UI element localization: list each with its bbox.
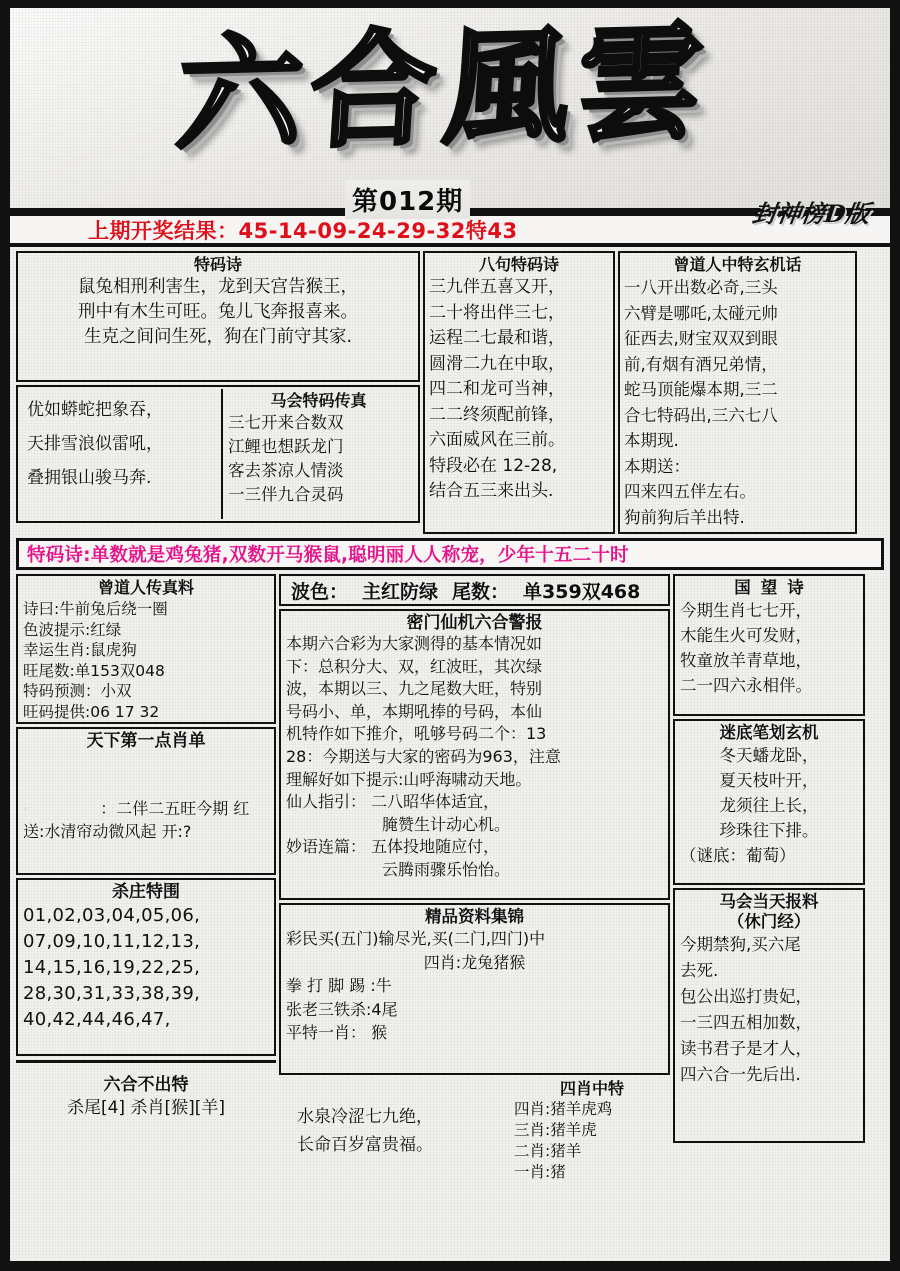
mimen-guide-row [286,791,663,814]
zengdaoren-fax-row: 特码预测：小双 [23,682,132,700]
jingpin-line-2: 四肖:龙兔猪猴 [423,952,526,972]
liuhe-bu-block [16,1060,276,1171]
shazhuang-row: 01,02,03,04,05,06, [23,905,201,926]
mahui-fax-block [221,389,414,519]
liuhe-bu-title: 六合不出特 [103,1075,189,1095]
last-draw-result-text: 上期开奖结果：45-14-09-24-29-32特43 [88,218,518,243]
mimen-miaoyu-line: 五体投地随应付， [371,837,500,857]
poem-tema-block [16,251,420,382]
wave-color-value: 主红防绿 [362,580,439,603]
poem-tema-line: 刑中有木生可旺。兔儿飞奔报喜来。 [78,302,358,322]
mahui-fax-title: 马会特码传真 [270,391,367,410]
zengdaoren-xuanji-title: 曾道人中特玄机话 [673,255,802,274]
sixiao-row: 三肖:猪羊虎 [514,1121,597,1139]
sixiao-block [514,1079,670,1183]
poem-eight-line: 特段必在 12-28, [429,455,558,476]
guowang-line: 今期生肖七七开， [680,601,812,620]
zengdaoren-fax-row: 旺尾数:单153双048 [23,661,165,680]
mimen-miaoyu-row [286,836,663,859]
section-main [16,574,884,1183]
poem-eight-line: 结合五三来出头. [429,481,554,501]
midi-line: 龙须往上长， [719,796,819,815]
zengdaoren-xuanji-block [618,251,857,534]
mahui-fax-line: 一三伴九合灵码 [228,485,344,504]
zengdaoren-xuanji-line: 蛇马顶能爆本期,三二 [624,380,778,399]
poem-lower-block [16,385,420,523]
mahui-fax-line: 客去茶凉人情淡 [228,461,344,480]
zengdaoren-fax-row: 色波提示:红绿 [23,620,122,639]
mimen-guide-line: 二八昭华体适宜， [371,792,500,812]
left-column [16,574,276,1183]
zengdaoren-xuanji-line: 狗前狗后羊出特. [624,507,745,527]
poem-eight-line: 二十将出伴三七， [429,302,565,323]
poem-lower-line: 叠拥银山骏马奔. [27,468,152,488]
mimen-body-line: 号码小、单，本期吼捧的号码，本仙 [286,701,543,721]
mimen-guide-label: 仙人指引： [286,792,367,812]
mimen-body-line: 机特作如下推介，吼够号码二个：13 [286,724,547,744]
guowang-block [673,574,865,716]
bottom-poem-line: 水泉冷涩七九绝， [297,1107,433,1127]
bottom-center-row [279,1079,670,1183]
center-column [279,574,670,1183]
poem-eight-line: 运程二七最和谐， [429,328,565,348]
section-poems [16,251,884,534]
mimen-body-line: 理解好如下提示:山呼海啸动天地。 [286,769,532,789]
jingpin-row: 拳 打 脚 踢 :牛 [286,976,392,995]
tianxia-title: 天下第一点肖单 [86,731,206,751]
poem-left-column [16,251,420,534]
poem-tema-line: 生克之间问生死，狗在门前守其家. [83,327,353,347]
mahui-today-line: 包公出巡打贵妃， [680,987,812,1006]
sixiao-row: 二肖:猪羊 [514,1142,582,1160]
masthead [10,8,890,228]
shazhuang-row: 07,09,10,11,12,13, [23,931,201,952]
guowang-title: 国望诗 [734,578,814,597]
tema-poem-banner-text: 特码诗:单数就是鸡兔猪,双数开马猴鼠,聪明丽人人称宠，少年十五二十时 [27,545,629,566]
poem-tema-line: 鼠兔相刑利害生，龙到天宫告猴王， [78,277,358,297]
shazhuang-row: 40,42,44,46,47, [23,1009,171,1030]
guowang-line: 木能生火可发财， [680,626,812,645]
tianxia-line-1 [23,797,269,820]
mahui-today-block [673,888,865,1143]
poem-lower-line: 优如蟒蛇把象吞， [27,400,163,420]
mahui-today-line: 读书君子是才人， [680,1039,812,1058]
poem-eight-block [423,251,615,534]
jingpin-row: 平特一肖： 猴 [286,1023,388,1042]
mahui-today-line: 今期禁狗,买六尾 [680,935,801,954]
tail-number-label: 尾数： [452,580,510,603]
publication-logo: 六合風雲 [172,9,716,169]
mahui-fax-line: 江鲤也想跃龙门 [228,437,344,456]
jingpin-row: 张老三铁杀:4尾 [286,999,398,1019]
zengdaoren-fax-row: 幸运生肖:鼠虎狗 [23,641,137,659]
midi-line: 冬天蟠龙卧， [719,746,819,765]
poem-eight-line: 二二终须配前锋， [429,404,565,425]
mimen-body-line: 波，本期以三、九之尾数大旺，特别 [286,679,543,699]
guowang-line: 牧童放羊青草地， [680,651,812,670]
zengdaoren-xuanji-line: 本期送： [624,456,690,476]
mahui-today-subtitle: （休门经） [727,912,811,931]
zengdaoren-xuanji-line: 一八开出数必奇,三头 [624,278,778,297]
mimen-body-line: 下：总积分大、双，红波旺，其次绿 [286,656,543,676]
sixiao-row: 四肖:猪羊虎鸡 [514,1100,613,1118]
poem-lower-left [22,389,221,519]
mahui-fax-line: 三七开来合数双 [228,413,344,432]
mimen-body-line: 本期六合彩为大家测得的基本情况如 [286,634,543,653]
poem-lower-line: 天排雪浪似雷吼， [27,434,163,454]
zengdaoren-fax-row: 诗曰:牛前兔后绕一圈 [23,600,168,618]
poem-eight-line: 四二和龙可当神， [429,379,565,399]
midi-title: 迷底笔划玄机 [719,723,819,742]
mahui-today-line: 四六合一先后出. [680,1065,801,1084]
sixiao-title: 四肖中特 [559,1079,624,1098]
mimen-body-line: 28：今期送与大家的密码为963，注意 [286,746,561,766]
poem-eight-line: 圆滑二九在中取， [429,353,565,374]
shazhuang-row: 28,30,31,33,38,39, [23,983,201,1004]
midi-answer: （谜底：葡萄） [680,846,796,865]
right-column [673,574,865,1183]
zengdaoren-xuanji-line: 四来四五伴左右。 [624,482,756,501]
poem-tema-title: 特码诗 [193,255,242,274]
zengdaoren-xuanji-line: 前,有烟有酒兄弟情， [624,354,778,374]
midi-block [673,719,865,885]
page-body [10,247,890,1261]
guowang-line: 二一四六永相伴。 [680,676,812,695]
jingpin-block [279,903,670,1075]
mahui-today-title: 马会当天报料 [719,892,819,911]
wave-color-label: 波色： [291,580,349,603]
bottom-poem-line: 长命百岁富贵福。 [297,1135,433,1155]
shazhuang-block [16,878,276,1056]
mimen-miaoyu-line: 云腾雨骤乐怡怡。 [382,859,511,879]
midi-line: 夏天枝叶开， [719,771,819,790]
poem-eight-line: 三九伴五喜又开， [429,277,565,297]
mimen-guide-line: 腌赞生计动心机。 [382,814,511,834]
shazhuang-row: 14,15,16,19,22,25, [23,957,201,978]
issue-number: 第012期 [345,180,470,219]
tianxia-line-2: 送:水清帘动微风起 开:? [23,822,192,841]
zengdaoren-xuanji-line: 合七特码出,三六七八 [624,405,778,425]
zengdaoren-xuanji-line: 征西去,财宝双双到眼 [624,329,778,348]
zengdaoren-xuanji-line: 本期现. [624,431,679,450]
tianxia-faded-mark: · [23,799,29,818]
paper-sheet [10,8,890,1261]
mimen-miaoyu-label: 妙语连篇： [286,837,367,857]
mimen-block [279,609,670,900]
jingpin-title: 精品资料集锦 [425,907,524,926]
tail-number-value: 单359双468 [523,580,641,603]
mimen-title: 密门仙机六合警报 [406,613,543,633]
edition-label: 封神榜D版 [750,199,872,228]
bottom-poem-block [279,1079,514,1183]
zengdaoren-xuanji-line: 六臂是哪吒,太碰元帅 [624,303,778,323]
sixiao-row: 一肖:猪 [514,1163,566,1181]
zengdaoren-fax-title: 曾道人传真料 [97,578,194,597]
jingpin-line-1: 彩民买(五门)输尽光,买(二门,四门)中 [286,929,546,948]
tema-poem-banner [16,538,884,570]
mahui-today-line: 一三四五相加数， [680,1013,812,1032]
zengdaoren-fax-row: 旺码提供:06 17 32 [23,702,160,721]
midi-line: 珍珠往下排。 [719,821,819,840]
liuhe-bu-line: 杀尾[4] 杀肖[猴][羊] [66,1098,225,1118]
zengdaoren-fax-block [16,574,276,724]
tianxia-line-1-text: ：二伴二五旺今期 红 [100,799,250,818]
tianxia-block [16,727,276,875]
mahui-today-line: 去死. [680,961,719,980]
wave-color-row [279,574,670,606]
poem-eight-title: 八句特码诗 [478,255,559,274]
poem-eight-line: 六面威风在三前。 [429,430,565,450]
shazhuang-title: 杀庄特围 [112,882,180,902]
